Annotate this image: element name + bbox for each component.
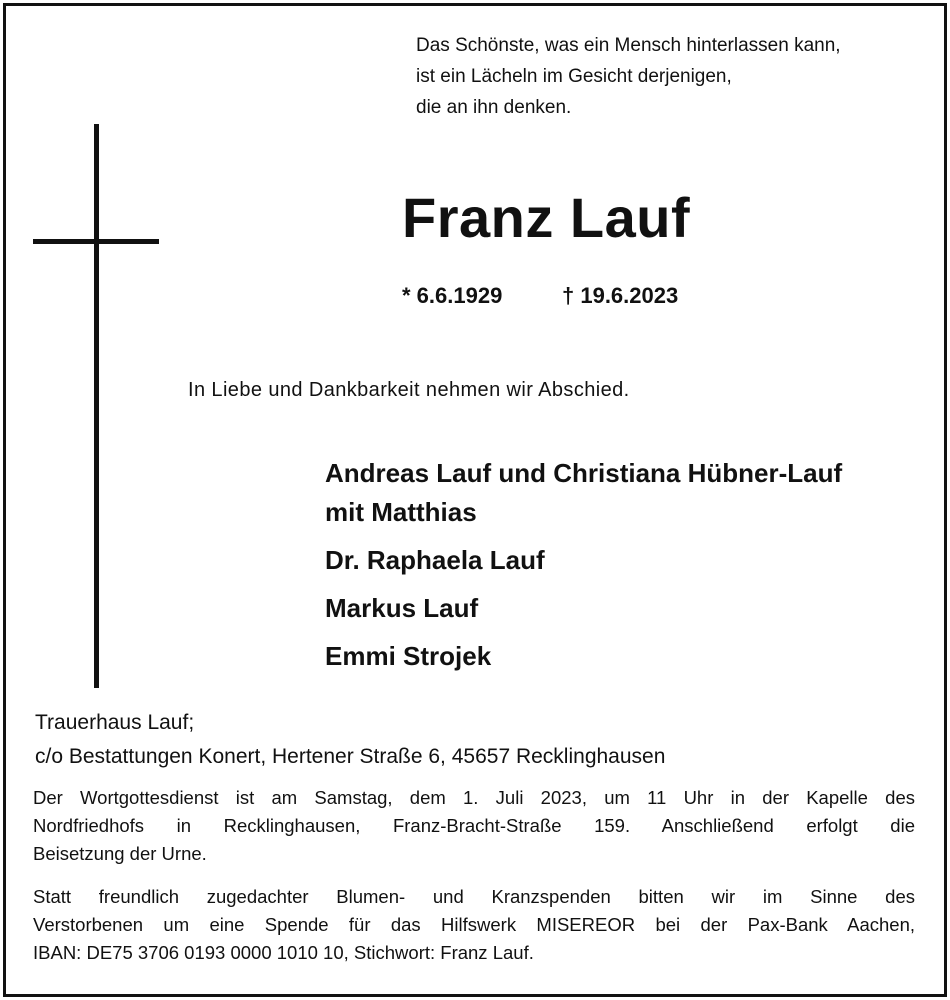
service-line: Der Wortgottesdienst ist am Samstag, dem 1. Juli 2023, um 11 Uhr in der Kapelle des bbox=[33, 787, 915, 808]
death-date: † 19.6.2023 bbox=[562, 283, 679, 308]
service-line: Nordfriedhofs in Recklinghausen, Franz-Bracht-Straße 159. Anschließend erfolgt die bbox=[33, 815, 915, 836]
cross-icon-bar bbox=[33, 239, 159, 244]
motto-line: ist ein Lächeln im Gesicht derjenigen, bbox=[416, 66, 732, 87]
mourner-name: Dr. Raphaela Lauf bbox=[325, 545, 545, 575]
address-line: Trauerhaus Lauf; bbox=[35, 711, 195, 734]
mourner-name: Andreas Lauf und Christiana Hübner-Lauf bbox=[325, 458, 843, 488]
cross-icon bbox=[94, 124, 99, 688]
mourners-list bbox=[325, 454, 925, 676]
motto-quote bbox=[416, 30, 936, 123]
farewell-text: In Liebe und Dankbarkeit nehmen wir Abschied. bbox=[188, 379, 630, 401]
life-dates bbox=[402, 282, 679, 310]
deceased-name: Franz Lauf bbox=[402, 186, 691, 249]
mourning-address bbox=[35, 706, 665, 774]
motto-line: die an ihn denken. bbox=[416, 97, 572, 118]
donation-line: IBAN: DE75 3706 0193 0000 1010 10, Stichwort: Franz Lauf. bbox=[33, 942, 534, 963]
donation-line: Statt freundlich zugedachter Blumen- und Kranzspenden bitten wir im Sinne des bbox=[33, 886, 915, 907]
mourner-name: Markus Lauf bbox=[325, 593, 479, 623]
donation-line: Verstorbenen um eine Spende für das Hilfswerk MISEREOR bei der Pax-Bank Aachen, bbox=[33, 914, 915, 935]
donation-paragraph bbox=[33, 883, 915, 967]
address-line: c/o Bestattungen Konert, Hertener Straße 6, 45657 Recklinghausen bbox=[35, 745, 666, 768]
service-paragraph bbox=[33, 784, 915, 868]
birth-date: * 6.6.1929 bbox=[402, 283, 503, 308]
mourner-name: mit Matthias bbox=[325, 497, 477, 527]
motto-line: Das Schönste, was ein Mensch hinterlassen kann, bbox=[416, 35, 841, 56]
service-line: Beisetzung der Urne. bbox=[33, 843, 207, 864]
mourner-name: Emmi Strojek bbox=[325, 641, 492, 671]
